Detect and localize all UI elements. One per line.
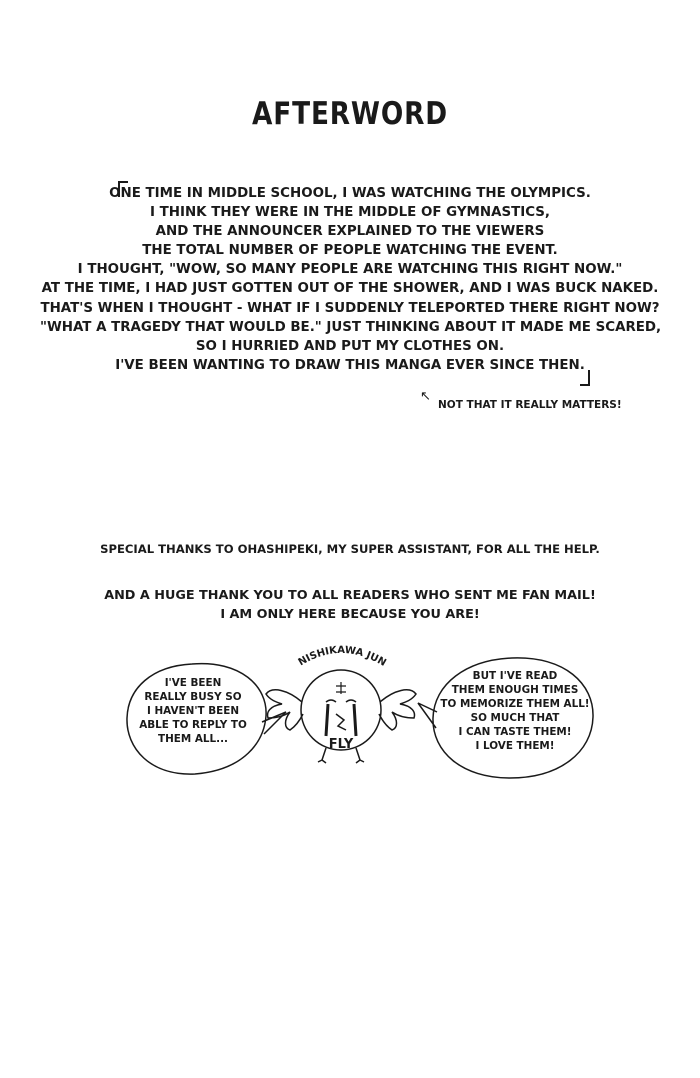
body-line: I'VE BEEN WANTING TO DRAW THIS MANGA EVER SINCE THEN. [115,357,585,373]
body-line: THAT'S WHEN I THOUGHT - WHAT IF I SUDDENLY TELEPORTED THERE RIGHT NOW? [40,300,660,316]
mascot-tear-right [354,704,356,736]
body-line: "WHAT A TRAGEDY THAT WOULD BE." JUST THINKING ABOUT IT MADE ME SCARED, [40,319,662,335]
mascot-signature: NISHIKAWA JUN [296,644,388,669]
bubble-line: I CAN TASTE THEM! [458,726,572,738]
body-line: I THINK THEY WERE IN THE MIDDLE OF GYMNASTICS, [149,205,551,221]
body-line: ONE TIME IN MIDDLE SCHOOL, I WAS WATCHING THE OLYMPICS. [109,186,591,201]
bubble-line: I LOVE THEM! [475,740,555,752]
mascot-right-wing [379,690,416,730]
reader-thanks-line: I AM ONLY HERE BECAUSE YOU ARE! [220,607,480,622]
assistant-thanks: SPECIAL THANKS TO OHASHIPEKI, MY SUPER ASSISTANT, FOR ALL THE HELP. [100,542,600,556]
reader-thanks-line: AND A HUGE THANK YOU TO ALL READERS WHO SENT ME FAN MAIL! [104,588,596,603]
speech-bubble-left [128,676,258,746]
mascot-label: FLY [328,737,354,752]
speech-bubble-right [440,669,590,753]
mascot-left-wing [266,690,303,730]
arrow-icon: ↖ [420,389,431,404]
mascot-tear-left [326,704,328,736]
bubble-line: TO MEMORIZE THEM ALL! [440,698,590,710]
bubble-line: I'VE BEEN [164,677,222,689]
bubble-line: THEM ENOUGH TIMES [451,684,579,696]
bubble-line: I HAVEN'T BEEN [146,705,240,717]
bubble-line: ABLE TO REPLY TO [139,719,247,731]
body-line: AND THE ANNOUNCER EXPLAINED TO THE VIEWERS [155,224,545,240]
body-line: I THOUGHT, "WOW, SO MANY PEOPLE ARE WATCHING THIS RIGHT NOW." [77,262,623,278]
body-line: THE TOTAL NUMBER OF PEOPLE WATCHING THE EVENT. [142,243,558,259]
bubble-line: BUT I'VE READ [472,670,558,682]
bubble-line: THEM ALL... [158,733,228,745]
bubble-line: SO MUCH THAT [470,712,560,724]
bubble-line: REALLY BUSY SO [144,691,242,703]
page-title: AFTERWORD [252,96,448,132]
body-line: AT THE TIME, I HAD JUST GOTTEN OUT OF THE SHOWER, AND I WAS BUCK NAKED. [41,281,659,297]
aside-text: NOT THAT IT REALLY MATTERS! [438,399,622,411]
body-line: SO I HURRIED AND PUT MY CLOTHES ON. [195,338,505,354]
